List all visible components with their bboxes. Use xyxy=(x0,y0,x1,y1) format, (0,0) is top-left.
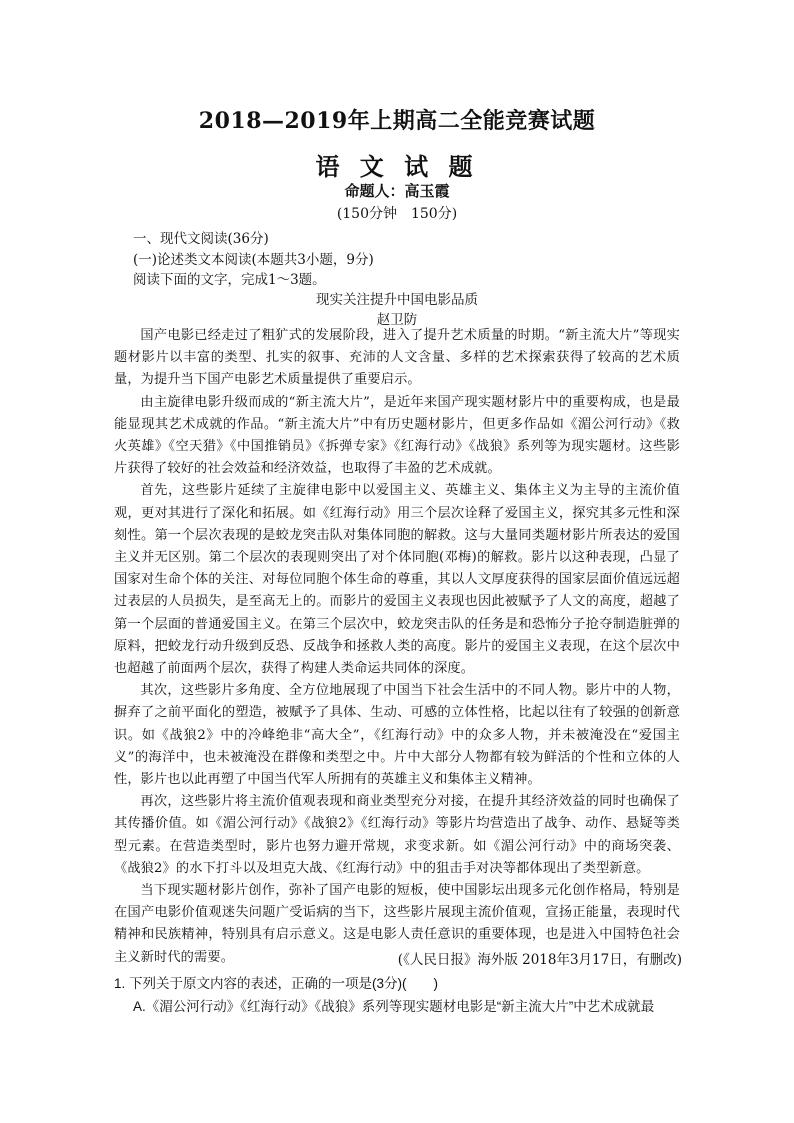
article-paragraph: 再次，这些影片将主流价值观表现和商业类型充分对接，在提升其经济效益的同时也确保了其传播价值。如《湄公河行动》《战狼2》《红海行动》等影片均营造出了战争、动作、悬疑等类型元素。在营造类型时，影片也努力避开常规，求变求新。如《湄公河行动》中的商场突袭、《战狼2》的水下打斗以及坦克大战、《红海行动》中的狙击手对决等都体现出了类型新意。 xyxy=(114,794,680,876)
article-source: (《人民日报》海外版 2018年3月17日，有删改) xyxy=(397,952,682,968)
exam-author: 命题人：高玉霞 xyxy=(344,182,450,200)
exam-title: 2018—2019年上期高二全能竞赛试题 xyxy=(198,108,596,134)
subject-title: 语 文 试 题 xyxy=(315,152,479,181)
exam-timing: (150分钟 150分) xyxy=(336,206,458,222)
article-body xyxy=(114,325,680,969)
section-subheading: (一)论述类文本阅读(本题共3小题，9分) xyxy=(133,252,374,268)
reading-instruction: 阅读下面的文字，完成1～3题。 xyxy=(133,272,326,288)
section-heading-part1: 一、现代文阅读(36分) xyxy=(133,231,269,247)
article-paragraph: 国产电影已经走过了粗犷式的发展阶段，进入了提升艺术质量的时期。“新主流大片”等现实题材影片以丰富的类型、扎实的叙事、充沛的人文含量、多样的艺术探索获得了较高的艺术质量，为提升当下国产电影艺术质量提供了重要启示。 xyxy=(114,328,680,388)
article-paragraph: 由主旋律电影升级而成的“新主流大片”，是近年来国产现实题材影片中的重要构成，也是最能显现其艺术成就的作品。“新主流大片”中有历史题材影片，但更多作品如《湄公河行动》《救火英雄》《空天猎》《中国推销员》《拆弹专家》《红海行动》《战狼》系列等为现实题材。这些影片获得了较好的社会效益和经济效益，也取得了丰盈的艺术成就。 xyxy=(114,394,680,477)
article-paragraph: 当下现实题材影片创作，弥补了国产电影的短板，使中国影坛出现多元化创作格局，特别是在国产电影价值观迷失问题广受诟病的当下，这些影片展现主流价值观，宣扬正能量，表现时代精神和民族精神，特别具有启示意义。这是电影人责任意识的重要体现，也是进入中国特色社会主义新时代的需要。 xyxy=(114,883,680,965)
article-paragraph: 其次，这些影片多角度、全方位地展现了中国当下社会生活中的不同人物。影片中的人物，摒弃了之前平面化的塑造，被赋予了具体、生动、可感的立体性格，比起以往有了较强的创新意识。如《战狼2》中的冷峰绝非“高大全”，《红海行动》中的众多人物，并未被淹没在“爱国主义”的海洋中，也未被淹没在群像和类型之中。片中大部分人物都有较为鲜活的个性和立体的人性，影片也以此再塑了中国当代军人所拥有的英雄主义和集体主义精神。 xyxy=(114,683,680,788)
question-1-option-a: A.《湄公河行动》《红海行动》《战狼》系列等现实题材电影是“新主流大片”中艺术成就最 xyxy=(133,999,655,1014)
article-paragraph: 首先，这些影片延续了主旋律电影中以爱国主义、英雄主义、集体主义为主导的主流价值观，更对其进行了深化和拓展。如《红海行动》用三个层次诠释了爱国主义，探究其多元性和深刻性。第一个层次表现的是蛟龙突击队对集体同胞的解救。这与大量同类题材影片所表达的爱国主义并无区别。第二个层次的表现则突出了对个体同胞(邓梅)的解救。影片以这种表现，凸显了国家对生命个体的关注、对每位同胞个体生命的尊重，其以人文厚度获得的国家层面价值远远超过表层的人员损失，是至高无上的。而影片的爱国主义表现也因此被赋予了人文的高度，超越了第一个层面的普通爱国主义。在第三个层次中，蛟龙突击队的任务是和恐怖分子抢夺制造脏弹的原料，把蛟龙行动升级到反恐、反战争和拯救人类的高度。影片的爱国主义表现，在这个层次中也超越了前面两个层次，获得了构建人类命运共同体的深度。 xyxy=(114,483,680,677)
question-1-stem: 1. 下列关于原文内容的表述，正确的一项是(3分)( ) xyxy=(114,976,438,991)
article-title: 现实关注提升中国电影品质 xyxy=(316,292,478,308)
article-author: 赵卫防 xyxy=(376,312,418,328)
